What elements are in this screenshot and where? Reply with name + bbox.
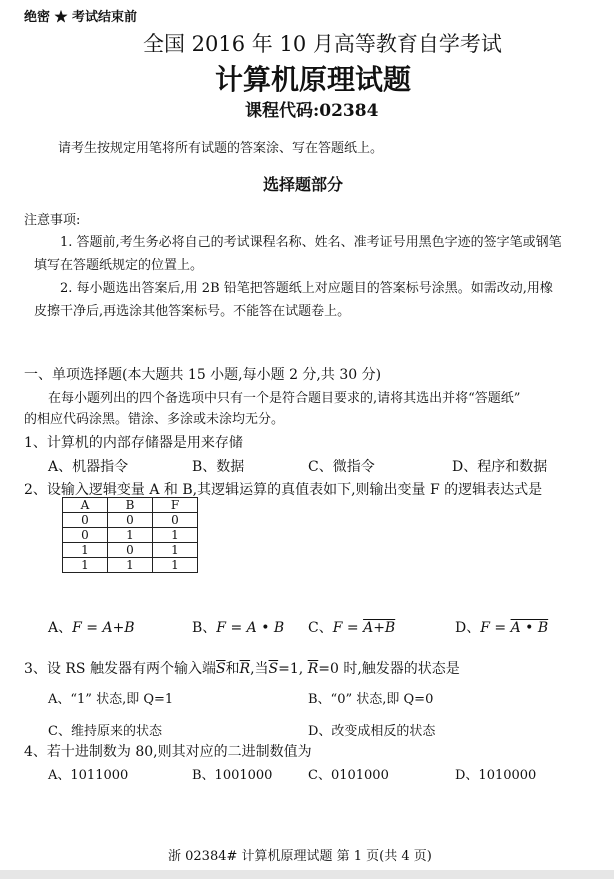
q2-option-b: [192, 617, 284, 637]
truth-table-cell: 0: [108, 543, 153, 558]
truth-table-cell: 1: [108, 528, 153, 543]
bottom-edge: [0, 870, 614, 879]
truth-table-cell: 1: [153, 528, 198, 543]
q2-option-c-label: C、: [308, 620, 333, 636]
q3-r-bar-2: $\overline{R}$: [307, 661, 319, 677]
part1-desc-line1: 在每小题列出的四个备选项中只有一个是符合题目要求的,请将其选出并将“答题纸”: [48, 391, 521, 406]
q1-option-c: C、微指令: [308, 459, 375, 475]
q2-option-c-lhs: F =: [332, 620, 364, 636]
q4-option-b: B、1001000: [192, 768, 273, 783]
truth-table-row: [63, 513, 198, 528]
truth-table-cell: 0: [63, 528, 108, 543]
q2-option-b-label: B、: [192, 620, 217, 636]
q3-option-d: D、改变成相反的状态: [308, 724, 436, 739]
q2-option-d-label: D、: [455, 620, 481, 636]
truth-table: [62, 497, 198, 573]
truth-table-cell: 0: [63, 513, 108, 528]
part1-heading: 一、单项选择题(本大题共 15 小题,每小题 2 分,共 30 分): [24, 367, 382, 383]
q2-option-d-lhs: F =: [480, 620, 511, 636]
q2-option-c-overline: A+B: [363, 620, 396, 636]
q2-option-c: [308, 617, 395, 637]
notes-label: 注意事项:: [24, 213, 81, 228]
q3-option-c: C、维持原来的状态: [48, 724, 162, 739]
truth-table-header-cell: A: [63, 498, 108, 513]
truth-table-row: [63, 558, 198, 573]
truth-table-row: [63, 528, 198, 543]
q3-option-a: A、“1” 状态,即 Q=1: [48, 692, 174, 707]
section-heading: 选择题部分: [263, 175, 344, 194]
paper-title: 计算机原理试题: [215, 63, 412, 96]
q3-r-bar: $\overline{R}$: [239, 661, 251, 677]
q1-option-a: A、机器指令: [48, 459, 129, 475]
q3-and: 和: [225, 661, 240, 677]
note1-line2: 填写在答题纸规定的位置上。: [34, 258, 204, 273]
exam-title: 全国 2016 年 10 月高等教育自学考试: [143, 32, 502, 56]
truth-table-cell: 1: [63, 543, 108, 558]
q2-option-a: [48, 617, 135, 637]
page-footer: 浙 02384# 计算机原理试题 第 1 页(共 4 页): [168, 849, 432, 864]
note2-line2: 皮擦干净后,再选涂其他答案标号。不能答在试题卷上。: [34, 304, 351, 319]
truth-table-cell: 0: [108, 513, 153, 528]
truth-table-row: [63, 543, 198, 558]
general-instruction: 请考生按规定用笔将所有试题的答案涂、写在答题纸上。: [58, 141, 384, 156]
q4-option-a: A、1011000: [48, 768, 129, 783]
course-code: 课程代码:02384: [245, 101, 379, 121]
q3-eq0: =0 时,触发器的状态是: [318, 661, 460, 677]
q1-options: [0, 456, 614, 474]
q3-s-bar: $\overline{S}$: [215, 661, 226, 677]
q3-stem-pre: 3、设 RS 触发器有两个输入端: [24, 661, 216, 677]
q1-option-b: B、数据: [192, 459, 245, 475]
note1-line1: 1. 答题前,考生务必将自己的考试课程名称、姓名、准考证号用黑色字迹的签字笔或钢笔: [60, 235, 562, 250]
q3-option-b: B、“0” 状态,即 Q=0: [308, 692, 434, 707]
truth-table-header-cell: F: [153, 498, 198, 513]
truth-table-header: [63, 498, 198, 513]
part1-desc-line2: 的相应代码涂黑。错涂、多涂或未涂均无分。: [24, 412, 285, 427]
truth-table-cell: 1: [153, 543, 198, 558]
q2-option-a-label: A、: [48, 620, 73, 636]
q4-stem: 4、若十进制数为 80,则其对应的二进制数值为: [24, 744, 312, 760]
q2-option-a-expr: F = A+B: [72, 620, 135, 636]
truth-table-cell: 1: [63, 558, 108, 573]
q3-stem-mid: ,当: [250, 661, 269, 677]
q2-option-b-expr: F = A • B: [216, 620, 285, 636]
q1-option-d: D、程序和数据: [452, 459, 548, 475]
truth-table-cell: 1: [153, 558, 198, 573]
q3-s-bar-2: $\overline{S}$: [268, 661, 279, 677]
q2-option-d: [455, 617, 548, 637]
truth-table-header-cell: B: [108, 498, 153, 513]
q1-stem: 1、计算机的内部存储器是用来存储: [24, 435, 243, 451]
truth-table-cell: 1: [108, 558, 153, 573]
q4-option-d: D、1010000: [455, 768, 537, 783]
q3-eq1: =1,: [278, 661, 304, 677]
q2-option-d-overline: A • B: [510, 620, 549, 636]
q2-options: [0, 617, 614, 637]
secret-label: 绝密 ★ 考试结束前: [24, 10, 138, 25]
truth-table-cell: 0: [153, 513, 198, 528]
note2-line1: 2. 每小题选出答案后,用 2B 铅笔把答题纸上对应题目的答案标号涂黑。如需改动,用橡: [60, 281, 553, 296]
q3-options-row2: [0, 720, 614, 738]
q2-stem: 2、设输入逻辑变量 A 和 B,其逻辑运算的真值表如下,则输出变量 F 的逻辑表达式是: [24, 482, 543, 498]
q3-stem: [24, 658, 460, 678]
q4-option-c: C、0101000: [308, 768, 389, 783]
q4-options: [0, 764, 614, 782]
q3-options-row1: [0, 688, 614, 706]
